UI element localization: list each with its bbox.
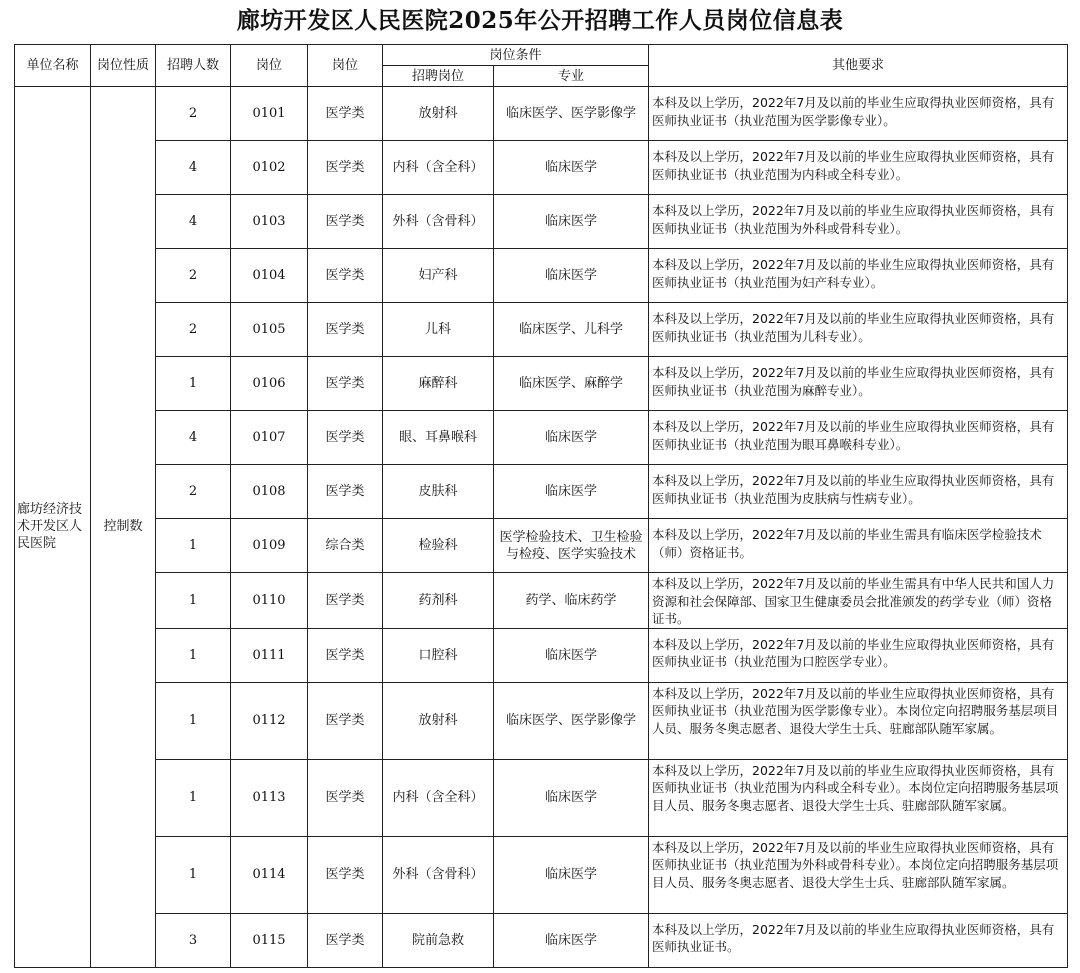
count-cell: 4 [156, 141, 231, 195]
post-code-cell: 0105 [231, 303, 308, 357]
major-cell: 临床医学 [494, 141, 649, 195]
requirements-cell: 本科及以上学历，2022年7月及以前的毕业生应取得执业医师资格，具有医师执业证书（执业范围为儿科专业）。 [649, 303, 1068, 357]
post-type-cell: 医学类 [308, 913, 383, 967]
major-cell: 临床医学、医学影像学 [494, 682, 649, 759]
dept-cell: 放射科 [383, 682, 494, 759]
dept-cell: 放射科 [383, 87, 494, 141]
requirements-cell: 本科及以上学历，2022年7月及以前的毕业生应取得执业医师资格，具有医师执业证书（执业范围为眼耳鼻喉科专业）。 [649, 411, 1068, 465]
table-row [15, 87, 1068, 141]
count-cell: 1 [156, 836, 231, 913]
post-code-cell: 0114 [231, 836, 308, 913]
post-type-cell: 医学类 [308, 628, 383, 682]
post-type-cell: 医学类 [308, 759, 383, 836]
header-dept: 招聘岗位 [383, 66, 494, 87]
header-other: 其他要求 [649, 45, 1068, 87]
requirements-cell: 本科及以上学历，2022年7月及以前的毕业生需具有中华人民共和国人力资源和社会保障部、国家卫生健康委员会批准颁发的药学专业（师）资格证书。 [649, 573, 1068, 629]
major-cell: 临床医学、医学影像学 [494, 87, 649, 141]
major-cell: 临床医学 [494, 913, 649, 967]
requirements-cell: 本科及以上学历，2022年7月及以前的毕业生应取得执业医师资格，具有医师执业证书（执业范围为外科或骨科专业）。 [649, 195, 1068, 249]
count-cell: 3 [156, 913, 231, 967]
requirements-cell: 本科及以上学历，2022年7月及以前的毕业生应取得执业医师资格，具有医师执业证书。 [649, 913, 1068, 967]
post-code-cell: 0102 [231, 141, 308, 195]
header-post-code: 岗位 [231, 45, 308, 87]
post-type-cell: 医学类 [308, 836, 383, 913]
dept-cell: 院前急救 [383, 913, 494, 967]
post-code-cell: 0111 [231, 628, 308, 682]
post-code-cell: 0110 [231, 573, 308, 629]
table-row [15, 249, 1068, 303]
major-cell: 临床医学 [494, 628, 649, 682]
dept-cell: 外科（含骨科） [383, 195, 494, 249]
dept-cell: 口腔科 [383, 628, 494, 682]
nature-cell: 控制数 [91, 87, 156, 968]
requirements-cell: 本科及以上学历，2022年7月及以前的毕业生应取得执业医师资格，具有医师执业证书（执业范围为口腔医学专业）。 [649, 628, 1068, 682]
requirements-cell: 本科及以上学历，2022年7月及以前的毕业生应取得执业医师资格，具有医师执业证书（执业范围为医学影像专业）。本岗位定向招聘服务基层项目人员、服务冬奥志愿者、退役大学生士兵、驻廊部队随军家属。 [649, 682, 1068, 759]
dept-cell: 儿科 [383, 303, 494, 357]
requirements-cell: 本科及以上学历，2022年7月及以前的毕业生应取得执业医师资格，具有医师执业证书（执业范围为麻醉专业）。 [649, 357, 1068, 411]
count-cell: 2 [156, 249, 231, 303]
post-type-cell: 医学类 [308, 249, 383, 303]
post-type-cell: 医学类 [308, 303, 383, 357]
requirements-cell: 本科及以上学历，2022年7月及以前的毕业生应取得执业医师资格，具有医师执业证书（执业范围为医学影像专业）。 [649, 87, 1068, 141]
table-row [15, 682, 1068, 759]
requirements-cell: 本科及以上学历，2022年7月及以前的毕业生应取得执业医师资格，具有医师执业证书（执业范围为皮肤病与性病专业）。 [649, 465, 1068, 519]
header-major: 专业 [494, 66, 649, 87]
post-code-cell: 0107 [231, 411, 308, 465]
count-cell: 2 [156, 303, 231, 357]
major-cell: 药学、临床药学 [494, 573, 649, 629]
count-cell: 1 [156, 628, 231, 682]
requirements-cell: 本科及以上学历，2022年7月及以前的毕业生应取得执业医师资格，具有医师执业证书（执业范围为外科或骨科专业）。本岗位定向招聘服务基层项目人员、服务冬奥志愿者、退役大学生士兵、驻廊部队随军家属。 [649, 836, 1068, 913]
table-row [15, 141, 1068, 195]
count-cell: 1 [156, 357, 231, 411]
header-unit: 单位名称 [15, 45, 91, 87]
requirements-cell: 本科及以上学历，2022年7月及以前的毕业生应取得执业医师资格，具有医师执业证书（执业范围为内科或全科专业）。 [649, 141, 1068, 195]
requirements-cell: 本科及以上学历，2022年7月及以前的毕业生应取得执业医师资格，具有医师执业证书（执业范围为妇产科专业）。 [649, 249, 1068, 303]
dept-cell: 妇产科 [383, 249, 494, 303]
unit-name-cell: 廊坊经济技术开发区人民医院 [15, 87, 91, 968]
table-row [15, 465, 1068, 519]
dept-cell: 皮肤科 [383, 465, 494, 519]
post-type-cell: 医学类 [308, 141, 383, 195]
post-type-cell: 医学类 [308, 357, 383, 411]
major-cell: 医学检验技术、卫生检验与检疫、医学实验技术 [494, 519, 649, 573]
post-code-cell: 0109 [231, 519, 308, 573]
count-cell: 4 [156, 195, 231, 249]
major-cell: 临床医学、儿科学 [494, 303, 649, 357]
count-cell: 2 [156, 465, 231, 519]
table-row [15, 913, 1068, 967]
dept-cell: 内科（含全科） [383, 141, 494, 195]
header-post-type: 岗位 [308, 45, 383, 87]
header-conditions: 岗位条件 [383, 45, 649, 66]
post-code-cell: 0115 [231, 913, 308, 967]
post-code-cell: 0103 [231, 195, 308, 249]
post-code-cell: 0113 [231, 759, 308, 836]
count-cell: 1 [156, 759, 231, 836]
count-cell: 4 [156, 411, 231, 465]
dept-cell: 麻醉科 [383, 357, 494, 411]
post-type-cell: 综合类 [308, 519, 383, 573]
requirements-cell: 本科及以上学历，2022年7月及以前的毕业生应取得执业医师资格，具有医师执业证书（执业范围为内科或全科专业）。本岗位定向招聘服务基层项目人员、服务冬奥志愿者、退役大学生士兵、驻廊部队随军家属。 [649, 759, 1068, 836]
table-row [15, 195, 1068, 249]
post-type-cell: 医学类 [308, 195, 383, 249]
requirements-cell: 本科及以上学历，2022年7月及以前的毕业生需具有临床医学检验技术（师）资格证书。 [649, 519, 1068, 573]
post-code-cell: 0108 [231, 465, 308, 519]
post-type-cell: 医学类 [308, 411, 383, 465]
count-cell: 2 [156, 87, 231, 141]
count-cell: 1 [156, 573, 231, 629]
page-title: 廊坊开发区人民医院2025年公开招聘工作人员岗位信息表 [236, 7, 844, 34]
major-cell: 临床医学 [494, 195, 649, 249]
post-code-cell: 0112 [231, 682, 308, 759]
post-type-cell: 医学类 [308, 573, 383, 629]
major-cell: 临床医学 [494, 465, 649, 519]
table-row [15, 628, 1068, 682]
table-row [15, 411, 1068, 465]
dept-cell: 外科（含骨科） [383, 836, 494, 913]
dept-cell: 内科（含全科） [383, 759, 494, 836]
table-row [15, 357, 1068, 411]
major-cell: 临床医学 [494, 249, 649, 303]
position-table [14, 44, 1068, 968]
dept-cell: 药剂科 [383, 573, 494, 629]
header-nature: 岗位性质 [91, 45, 156, 87]
post-code-cell: 0104 [231, 249, 308, 303]
major-cell: 临床医学、麻醉学 [494, 357, 649, 411]
header-count: 招聘人数 [156, 45, 231, 87]
table-row [15, 759, 1068, 836]
table-row [15, 573, 1068, 629]
dept-cell: 眼、耳鼻喉科 [383, 411, 494, 465]
table-row [15, 519, 1068, 573]
major-cell: 临床医学 [494, 759, 649, 836]
count-cell: 1 [156, 682, 231, 759]
post-code-cell: 0106 [231, 357, 308, 411]
count-cell: 1 [156, 519, 231, 573]
post-code-cell: 0101 [231, 87, 308, 141]
table-row [15, 303, 1068, 357]
major-cell: 临床医学 [494, 836, 649, 913]
post-type-cell: 医学类 [308, 87, 383, 141]
major-cell: 临床医学 [494, 411, 649, 465]
table-row [15, 836, 1068, 913]
post-type-cell: 医学类 [308, 465, 383, 519]
post-type-cell: 医学类 [308, 682, 383, 759]
dept-cell: 检验科 [383, 519, 494, 573]
